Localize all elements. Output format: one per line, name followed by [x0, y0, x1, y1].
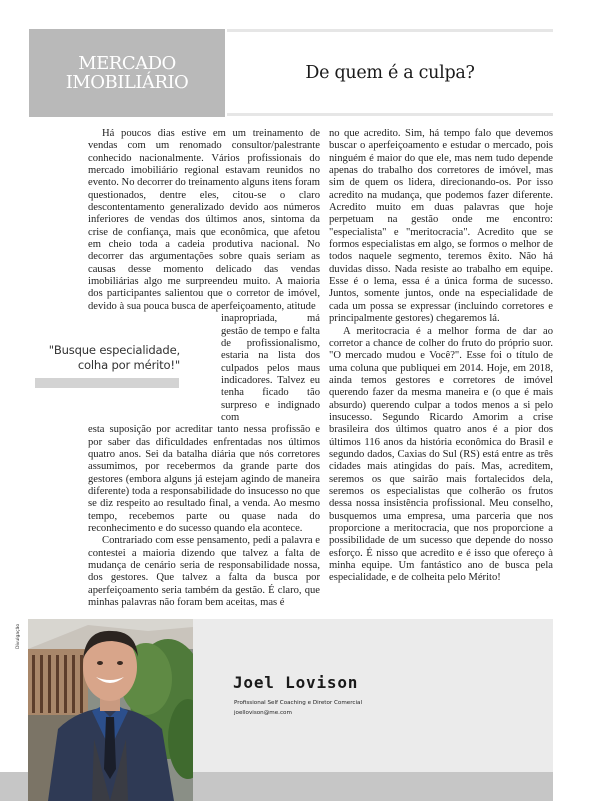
paragraph-2: Contrariado com esse pensamento, pedi a palavra e contestei a maioria dizendo que talvez a falta de mudança de cenário seria de responsabilidade nossa, dos gestores. Que talvez a falta da busca por aperfeiçoamento seria também da gestão. É claro, que minhas palavras não foram bem aceitas, mas é: [88, 535, 320, 609]
pull-quote-line1: "Busque especialidade,: [48, 343, 180, 357]
pull-quote-bar: [35, 378, 179, 388]
section-label-line1: MERCADO: [78, 53, 176, 74]
author-email[interactable]: joellovison@me.com: [234, 710, 292, 716]
photo-credit: Divulgação: [16, 623, 21, 649]
author-box: [193, 619, 553, 772]
section-label: [29, 29, 225, 117]
pull-quote-line2: colha por mérito!": [77, 357, 180, 372]
paragraph-1-end: esta suposição por acreditar tanto nessa profissão e por saber das dificuldades enfrentadas nos últimos quatro anos. Sei da batalha diária que nós corretores assumimos, por recebermos da grande parte dos gestores (embora alguns já estejam agindo de maneira diferente) toda a responsabilidade do insucesso no que se diz respeito ao resultado final, a venda. Ao mesmo tempo, recebemos parte ou quase nada do reconhecimento e do sucesso quando ela acontece.: [88, 424, 320, 534]
paragraph-2-continued: no que acredito. Sim, há tempo falo que devemos buscar o aperfeiçoamento e estudar o mercado, pois ninguém é maior do que ele, mas nem tudo depende apenas do trabalho dos corretores de imóvel, mas sim de quem os lidera, direcionando-os. Por isso acredito na mudança, que podemos fazer diferente. Acredito muito em duas palavras que hoje perpetuam na gestão onde me encontro: "especialista" e "meritocracia". Acredito que se formos especialistas em algo, se formos o melhor de todos naquele segmento, teremos êxito. Não há duvidas disso. Nada resiste ao trabalho em equipe. Esse é o lema, essa é a única forma de sucesso. Juntos, somente juntos, onde na especialidade de cada um possa se expressar (incluindo corretores e principalmente gestores) chegaremos lá.: [329, 128, 553, 325]
title-rule-bottom: [227, 113, 553, 116]
paragraph-1-wrapped: inapropriada, má gestão de tempo e falta de profissionalismo, estaria na lista dos culpados pelos maus indicadores. Talvez eu tenha ficado tão surpreso e indignado com: [221, 313, 320, 423]
author-name: Joel Lovison: [233, 673, 359, 692]
article-title: De quem é a culpa?: [305, 62, 475, 83]
paragraph-3: A meritocracia é a melhor forma de dar ao corretor a chance de colher do fruto do próprio suor. "O mercado mudou e Você?". Esse foi o título de uma coluna que publiquei em 2014. Hoje, em 2018, ainda temos gestores e corretores de imóvel querendo fazer da mesma maneira e (o que é mais absurdo) querendo culpar a todos menos a si pelo insucesso. Segundo Ricardo Amorim a crise brasileira dos últimos quatro anos é a pior dos últimos 116 anos da história econômica do Brasil e segundo dados, Caxias do Sul (RS) está entre as três cidades mais atingidas do país. Mas, acreditem, seremos os que sairão mais fortalecidos dela, seremos os especialistas que colherão os frutos dessa nossa insistência profissional. Meu conselho, busquemos uma empresa, uma parceria que nos proporcione a meritocracia, que nos proporcione a possibilidade de um sucesso que depende do nosso esforço. É nisso que acredito e é isso que ofereço à minha equipe. Um fantástico ano de busca pela especialidade, e de colheita pelo Mérito!: [329, 325, 553, 584]
author-photo: [28, 619, 193, 801]
section-label-line2: IMOBILIÁRIO: [65, 72, 189, 93]
author-portrait-icon: [28, 619, 193, 801]
paragraph-1-start: Há poucos dias estive em um treinamento de vendas com um renomado consultor/palestrante conhecido nacionalmente. Vários profissionais do mercado imobiliário regional estavam reunidos no evento. No decorrer do treinamento alguns itens foram questionados, dentre eles, citou-se o claro descontentamento generalizado devido aos números inferiores de vendas dos últimos anos, sintoma da crise de confiança, mais que econômica, que afetou em cheio toda a cadeia produtiva nacional. No decorrer das argumentações sobre quais seriam as causas desse momento delicado das vendas imobiliárias algo me surpreendeu muito. A maioria dos participantes salientou que o corretor de imóvel, devido à sua pouca busca de aperfeiçoamento, atitude: [88, 128, 320, 312]
pull-quote: [28, 343, 180, 372]
author-role: Profissional Self Coaching e Diretor Comercial: [234, 700, 363, 706]
article-column-right: [329, 128, 553, 585]
